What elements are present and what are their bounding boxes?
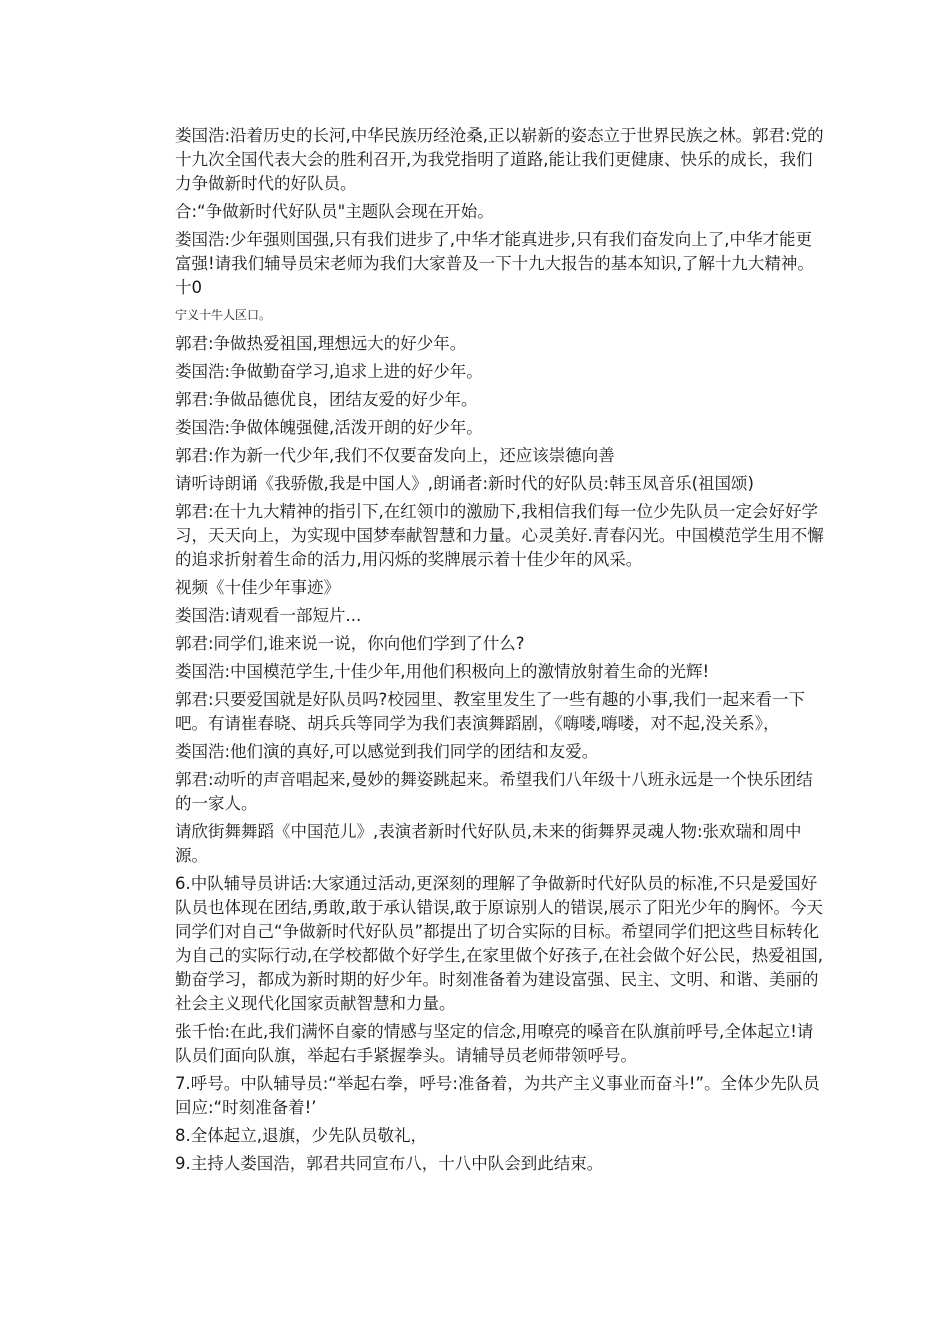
paragraph-closing: 9.主持人娄国浩，郭君共同宣布八，十八中队会到此结束。: [175, 1154, 604, 1173]
paragraph-line: 郭君:在十九大精神的指引下,在红领巾的激励下,我相信我们每一位少先队员一定会好好学习，天天向上，为实现中国梦奉献智慧和力量。心灵美好.青春闪光。中国模范学生用不懈的追求折射着生命的活力,用闪烁的奖牌展示着十佳少年的风采。: [175, 502, 824, 569]
paragraph-video-title: 视频《十佳少年事迹》: [175, 578, 340, 597]
paragraph-line: 娄国浩:请观看一部短片...: [175, 606, 362, 625]
paragraph-opening: 娄国浩:沿着历史的长河,中华民族历经沧桑,正以崭新的姿态立于世界民族之林。郭君:党的十九次全国代表大会的胜利召开,为我党指明了道路,能让我们更健康、快乐的成长，我们力争做新时代的好队员。: [175, 126, 824, 193]
paragraph-line: 娄国浩:他们演的真好,可以感觉到我们同学的团结和友爱。: [175, 742, 599, 761]
paragraph-line: 郭君:只要爱国就是好队员吗?校园里、教室里发生了一些有趣的小事,我们一起来看一下吧。有请崔春晓、胡兵兵等同学为我们表演舞蹈剧，《嗨喽,嗨喽，对不起,没关系》，: [175, 690, 806, 733]
paragraph-line: 郭君:动听的声音唱起来,曼妙的舞姿跳起来。希望我们八年级十八班永远是一个快乐团结的一家人。: [175, 770, 813, 813]
paragraph-start-announcement: 合:“争做新时代好队员"主题队会现在开始。: [175, 202, 494, 221]
paragraph-garbled-line: 宁义十牛人区口。: [175, 308, 272, 322]
document-page: [175, 124, 825, 1180]
paragraph-knowledge-intro: 娄国浩:少年强则国强,只有我们进步了,中华才能真进步,只有我们奋发向上了,中华才能更富强!请我们辅导员宋老师为我们大家普及一下十九大报告的基本知识,了解十九大精神。十0: [175, 230, 814, 297]
paragraph-pledge: 7.呼号。中队辅导员:“举起右拳，呼号:准备着，为共产主义事业而奋斗!”。全体少先队员回应:“时刻准备着!’: [175, 1074, 820, 1117]
paragraph-counselor-speech: 6.中队辅导员讲话:大家通过活动,更深刻的理解了争做新时代好队员的标准,不只是爱国好队员也体现在团结,勇敢,敢于承认错误,敢于原谅别人的错误,展示了阳光少年的胸怀。今天同学们对自己“争做新时代好队员”都提出了切合实际的目标。希望同学们把这些目标转化为自己的实际行动,在学校都做个好学生,在家里做个好孩子,在社会做个好公民，热爱祖国,勤奋学习，都成为新时期的好少年。时刻准备着为建设富强、民主、文明、和谐、美丽的社会主义现代化国家贡献智慧和力量。: [175, 874, 823, 1013]
paragraph-line: 郭君:作为新一代少年,我们不仅要奋发向上，还应该崇德向善: [175, 446, 615, 465]
paragraph-line: 郭君:争做品德优良，团结友爱的好少年。: [175, 390, 478, 409]
paragraph-line: 娄国浩:中国模范学生,十佳少年,用他们积极向上的激情放射着生命的光辉!: [175, 662, 710, 681]
paragraph-flag-retire: 8.全体起立,退旗，少先队员敬礼，: [175, 1126, 427, 1145]
paragraph-dance-intro: 请欣街舞舞蹈《中国范儿》,表演者新时代好队员,未来的街舞界灵魂人物:张欢瑞和周中源。: [175, 822, 802, 865]
paragraph-line: 娄国浩:争做体魄强健,活泼开朗的好少年。: [175, 418, 483, 437]
paragraph-line: 张千怡:在此,我们满怀自豪的情感与坚定的信念,用嘹亮的嗓音在队旗前呼号,全体起立!请队员们面向队旗，举起右手紧握拳头。请辅导员老师带领呼号。: [175, 1022, 814, 1065]
paragraph-line: 娄国浩:争做勤奋学习,追求上进的好少年。: [175, 362, 483, 381]
paragraph-line: 郭君:同学们,谁来说一说，你向他们学到了什么?: [175, 634, 525, 653]
paragraph-line: 郭君:争做热爱祖国,理想远大的好少年。: [175, 334, 467, 353]
paragraph-poem-recital: 请听诗朗诵《我骄傲,我是中国人》,朗诵者:新时代的好队员:韩玉凤音乐(祖国颂): [175, 474, 754, 493]
